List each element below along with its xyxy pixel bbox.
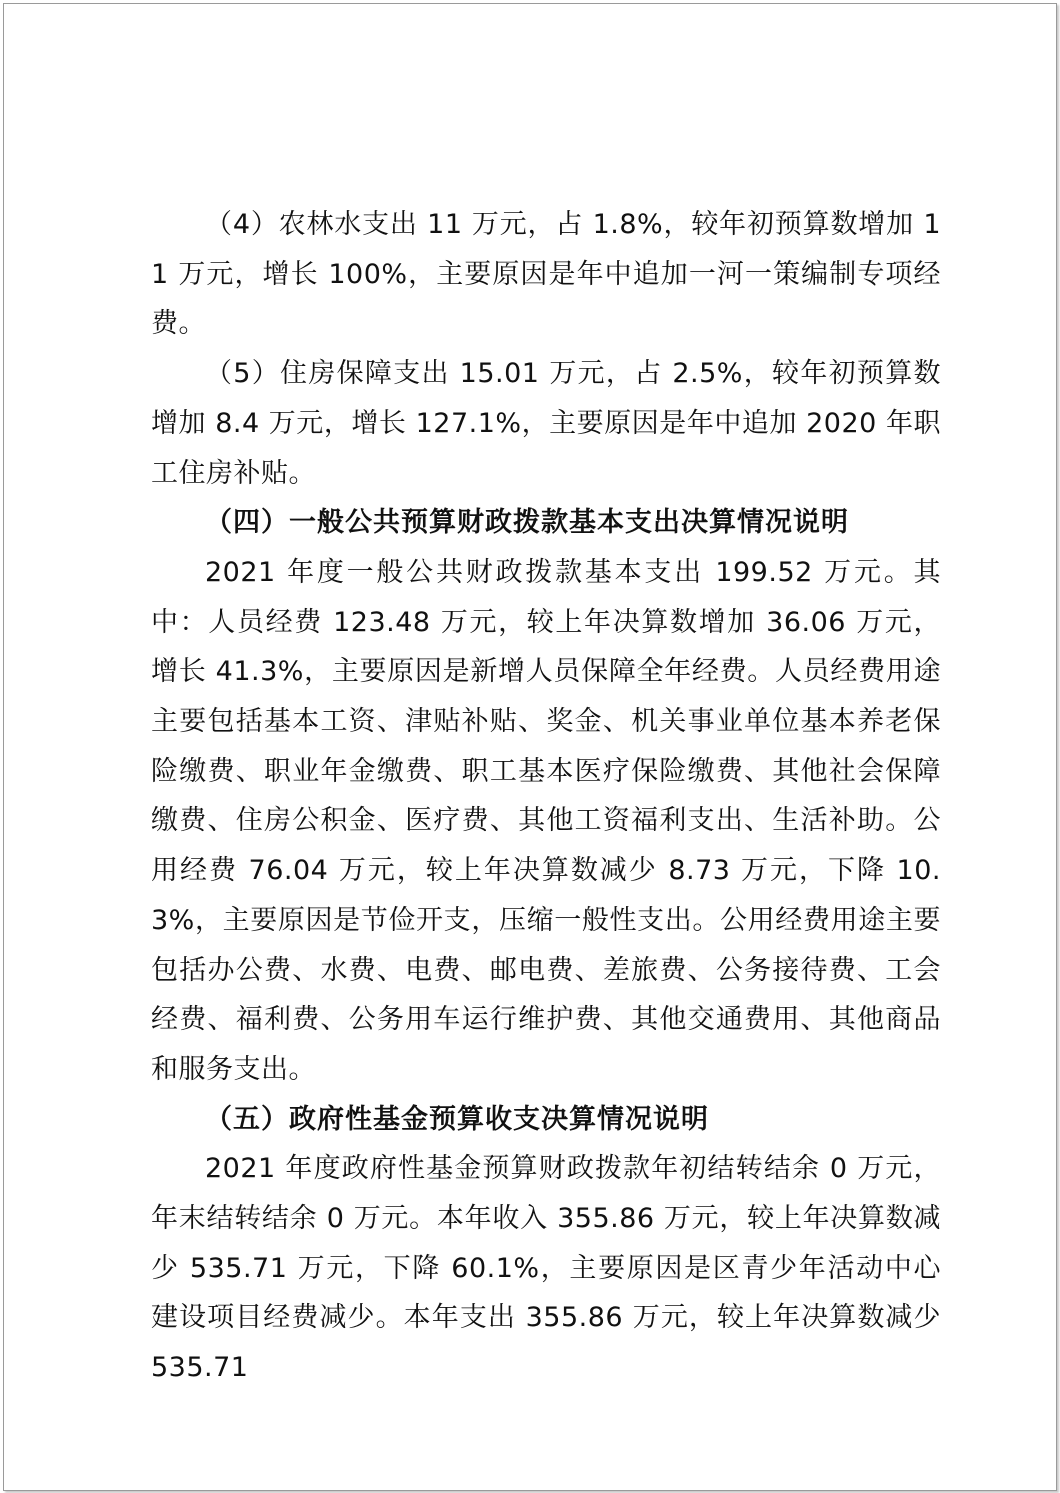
paragraph-government-fund: 2021 年度政府性基金预算财政拨款年初结转结余 0 万元，年末结转结余 0 万元。本年收入 355.86 万元，较上年决算数减少 535.71 万元，下降 60.1%，主要原因是区青少年活动中心建设项目经费减少。本年支出 355.86 万元，较上年决算数减少 535.71: [151, 1153, 941, 1384]
paragraph-agriculture-expenditure: （4）农林水支出 11 万元，占 1.8%，较年初预算数增加 11 万元，增长 100%，主要原因是年中追加一河一策编制专项经费。: [151, 209, 941, 340]
document-body: [151, 200, 941, 1393]
paragraph-basic-expenditure: 2021 年度一般公共财政拨款基本支出 199.52 万元。其中：人员经费 123.48 万元，较上年决算数增加 36.06 万元，增长 41.3%，主要原因是新增人员保障全年经费。人员经费用途主要包括基本工资、津贴补贴、奖金、机关事业单位基本养老保险缴费、职业年金缴费、职工基本医疗保险缴费、其他社会保障缴费、住房公积金、医疗费、其他工资福利支出、生活补助。公用经费 76.04 万元，较上年决算数减少 8.73 万元，下降 10.3%，主要原因是节俭开支，压缩一般性支出。公用经费用途主要包括办公费、水费、电费、邮电费、差旅费、公务接待费、工会经费、福利费、公务用车运行维护费、其他交通费用、其他商品和服务支出。: [151, 556, 941, 1085]
paragraph-housing-expenditure: （5）住房保障支出 15.01 万元，占 2.5%，较年初预算数增加 8.4 万元，增长 127.1%，主要原因是年中追加 2020 年职工住房补贴。: [151, 358, 941, 489]
section-heading-basic-expenditure: （四）一般公共预算财政拨款基本支出决算情况说明: [205, 507, 849, 539]
document-page: [3, 3, 1057, 1491]
section-heading-government-fund: （五）政府性基金预算收支决算情况说明: [205, 1103, 709, 1135]
